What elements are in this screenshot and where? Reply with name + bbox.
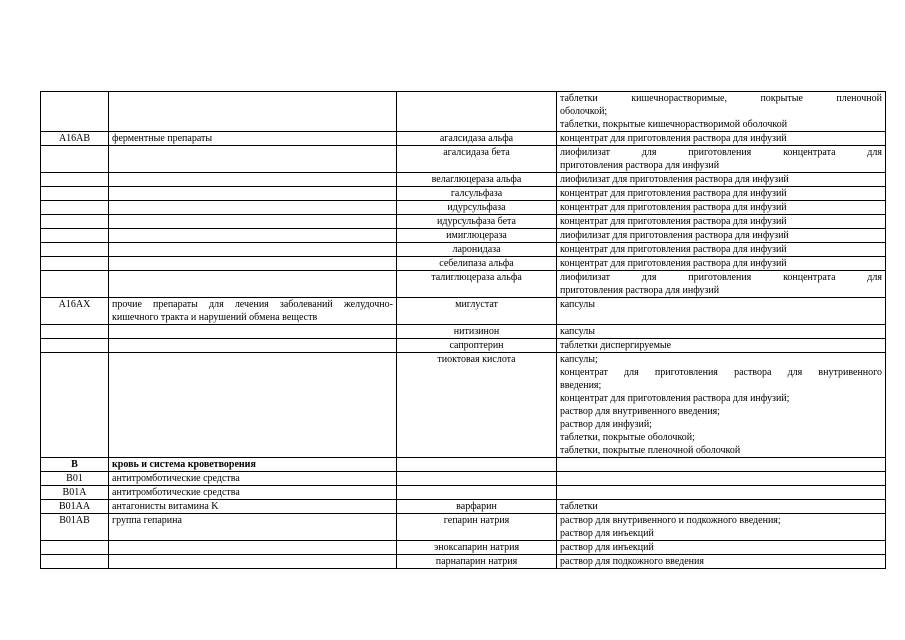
atc-code-cell: B xyxy=(41,458,109,472)
anatomical-group-cell xyxy=(109,229,397,243)
dosage-form-line: введения; xyxy=(560,380,602,391)
dosage-forms-cell xyxy=(557,339,886,353)
dosage-form-line: концентрат для приготовления раствора для инфузий xyxy=(560,244,787,255)
atc-code-cell xyxy=(41,201,109,215)
dosage-forms-cell xyxy=(557,132,886,146)
atc-code-cell xyxy=(41,325,109,339)
dosage-forms-cell xyxy=(557,243,886,257)
drug-name-cell: миглустат xyxy=(397,298,557,325)
drug-name-cell: гепарин натрия xyxy=(397,514,557,541)
atc-code-cell xyxy=(41,173,109,187)
dosage-forms-cell xyxy=(557,257,886,271)
dosage-form-line: раствор для внутривенного и подкожного введения; xyxy=(560,515,781,526)
dosage-forms-cell xyxy=(557,472,886,486)
table-row xyxy=(41,201,886,215)
atc-code-cell xyxy=(41,92,109,132)
atc-code-cell xyxy=(41,215,109,229)
dosage-form-line: концентрат для приготовления раствора для инфузий xyxy=(560,188,787,199)
dosage-form-line: таблетки, покрытые кишечнорастворимой оболочкой xyxy=(560,119,788,130)
dosage-form-line: капсулы xyxy=(560,326,595,337)
table-row xyxy=(41,271,886,298)
anatomical-group-cell xyxy=(109,187,397,201)
table-row xyxy=(41,514,886,541)
dosage-forms-cell xyxy=(557,458,886,472)
drug-name-cell: парнапарин натрия xyxy=(397,555,557,569)
dosage-forms-cell xyxy=(557,215,886,229)
anatomical-group-cell xyxy=(109,92,397,132)
drug-name-cell: агалсидаза альфа xyxy=(397,132,557,146)
table-row xyxy=(41,257,886,271)
table-row xyxy=(41,92,886,132)
dosage-form-line: раствор для инфузий; xyxy=(560,419,652,430)
atc-code-cell xyxy=(41,257,109,271)
atc-code-cell: A16AB xyxy=(41,132,109,146)
dosage-form-line: раствор для подкожного введения xyxy=(560,556,704,567)
dosage-forms-cell xyxy=(557,298,886,325)
table-row xyxy=(41,298,886,325)
dosage-forms-cell xyxy=(557,187,886,201)
atc-code-cell xyxy=(41,146,109,173)
table-row xyxy=(41,339,886,353)
anatomical-group-cell xyxy=(109,173,397,187)
anatomical-group-cell: группа гепарина xyxy=(109,514,397,541)
dosage-form-line: лиофилизат для приготовления концентрата для xyxy=(560,272,882,283)
dosage-form-line: лиофилизат для приготовления раствора для инфузий xyxy=(560,230,789,241)
anatomical-group-cell xyxy=(109,339,397,353)
anatomical-group-cell: кровь и система кроветворения xyxy=(109,458,397,472)
atc-code-cell: A16AX xyxy=(41,298,109,325)
dosage-form-line: концентрат для приготовления раствора для инфузий xyxy=(560,216,787,227)
dosage-form-line: лиофилизат для приготовления раствора для инфузий xyxy=(560,174,789,185)
dosage-form-line: капсулы; xyxy=(560,354,598,365)
dosage-forms-cell xyxy=(557,229,886,243)
drug-name-cell: себелипаза альфа xyxy=(397,257,557,271)
table-row xyxy=(41,325,886,339)
table-body xyxy=(41,92,886,569)
table-row xyxy=(41,132,886,146)
anatomical-group-cell: антитромботические средства xyxy=(109,472,397,486)
drug-name-cell: агалсидаза бета xyxy=(397,146,557,173)
drug-name-cell: талиглюцераза альфа xyxy=(397,271,557,298)
drug-name-cell: галсульфаза xyxy=(397,187,557,201)
dosage-forms-cell xyxy=(557,353,886,458)
atc-code-cell xyxy=(41,187,109,201)
drug-name-cell xyxy=(397,458,557,472)
dosage-form-line: таблетки диспергируемые xyxy=(560,340,672,351)
dosage-forms-cell xyxy=(557,173,886,187)
anatomical-group-cell xyxy=(109,215,397,229)
dosage-forms-cell xyxy=(557,541,886,555)
table-row xyxy=(41,243,886,257)
dosage-forms-cell xyxy=(557,325,886,339)
table-row xyxy=(41,353,886,458)
dosage-form-line: концентрат для приготовления раствора для внутривенного xyxy=(560,367,882,378)
dosage-form-line: таблетки кишечнорастворимые, покрытые пленочной xyxy=(560,93,882,104)
dosage-form-line: концентрат для приготовления раствора для инфузий; xyxy=(560,393,790,404)
anatomical-group-cell xyxy=(109,555,397,569)
atc-code-cell: B01AA xyxy=(41,500,109,514)
table-row xyxy=(41,146,886,173)
dosage-forms-cell xyxy=(557,486,886,500)
drug-name-cell: идурсульфаза xyxy=(397,201,557,215)
table-row xyxy=(41,187,886,201)
anatomical-group-cell: прочие препараты для лечения заболеваний желудочно-кишечного тракта и нарушений обмена веществ xyxy=(109,298,397,325)
anatomical-group-cell: антитромботические средства xyxy=(109,486,397,500)
dosage-form-line: оболочкой; xyxy=(560,106,608,117)
anatomical-group-cell xyxy=(109,146,397,173)
dosage-forms-cell xyxy=(557,555,886,569)
anatomical-group-cell xyxy=(109,243,397,257)
drug-name-cell: сапроптерин xyxy=(397,339,557,353)
table-row xyxy=(41,215,886,229)
atc-code-cell: B01A xyxy=(41,486,109,500)
dosage-form-line: концентрат для приготовления раствора для инфузий xyxy=(560,258,787,269)
drug-name-cell: ларонидаза xyxy=(397,243,557,257)
table-row xyxy=(41,500,886,514)
dosage-form-line: приготовления раствора для инфузий xyxy=(560,160,720,171)
atc-code-cell xyxy=(41,353,109,458)
dosage-form-line: концентрат для приготовления раствора для инфузий xyxy=(560,202,787,213)
atc-code-cell: B01AB xyxy=(41,514,109,541)
table-row xyxy=(41,541,886,555)
table-row xyxy=(41,173,886,187)
dosage-form-line: таблетки, покрытые оболочкой; xyxy=(560,432,695,443)
atc-code-cell xyxy=(41,271,109,298)
dosage-form-line: лиофилизат для приготовления концентрата для xyxy=(560,147,882,158)
drug-name-cell xyxy=(397,486,557,500)
anatomical-group-cell xyxy=(109,325,397,339)
drug-name-cell: нитизинон xyxy=(397,325,557,339)
dosage-form-line: приготовления раствора для инфузий xyxy=(560,285,720,296)
table-row xyxy=(41,458,886,472)
dosage-form-line: капсулы xyxy=(560,299,595,310)
drug-name-cell: варфарин xyxy=(397,500,557,514)
anatomical-group-cell: антагонисты витамина K xyxy=(109,500,397,514)
anatomical-group-cell xyxy=(109,541,397,555)
dosage-forms-cell xyxy=(557,514,886,541)
table-row xyxy=(41,229,886,243)
atc-code-cell xyxy=(41,339,109,353)
table-row xyxy=(41,472,886,486)
anatomical-group-cell xyxy=(109,201,397,215)
anatomical-group-cell xyxy=(109,257,397,271)
dosage-form-line: таблетки xyxy=(560,501,598,512)
anatomical-group-cell xyxy=(109,271,397,298)
table-row xyxy=(41,555,886,569)
drug-name-cell: велаглюцераза альфа xyxy=(397,173,557,187)
dosage-form-line: концентрат для приготовления раствора для инфузий xyxy=(560,133,787,144)
drug-name-cell xyxy=(397,92,557,132)
dosage-forms-cell xyxy=(557,146,886,173)
dosage-form-line: раствор для инъекций xyxy=(560,528,654,539)
dosage-forms-cell xyxy=(557,271,886,298)
drug-name-cell: эноксапарин натрия xyxy=(397,541,557,555)
atc-code-cell xyxy=(41,243,109,257)
atc-code-cell: B01 xyxy=(41,472,109,486)
atc-code-cell xyxy=(41,555,109,569)
drug-name-cell: тиоктовая кислота xyxy=(397,353,557,458)
dosage-form-line: раствор для инъекций xyxy=(560,542,654,553)
drug-name-cell: идурсульфаза бета xyxy=(397,215,557,229)
drug-name-cell xyxy=(397,472,557,486)
atc-code-cell xyxy=(41,229,109,243)
anatomical-group-cell: ферментные препараты xyxy=(109,132,397,146)
dosage-form-line: таблетки, покрытые пленочной оболочкой xyxy=(560,445,741,456)
drug-list-table xyxy=(40,91,886,569)
dosage-forms-cell xyxy=(557,92,886,132)
table-row xyxy=(41,486,886,500)
dosage-forms-cell xyxy=(557,500,886,514)
dosage-form-line: раствор для внутривенного введения; xyxy=(560,406,720,417)
anatomical-group-cell xyxy=(109,353,397,458)
drug-name-cell: имиглюцераза xyxy=(397,229,557,243)
dosage-forms-cell xyxy=(557,201,886,215)
atc-code-cell xyxy=(41,541,109,555)
